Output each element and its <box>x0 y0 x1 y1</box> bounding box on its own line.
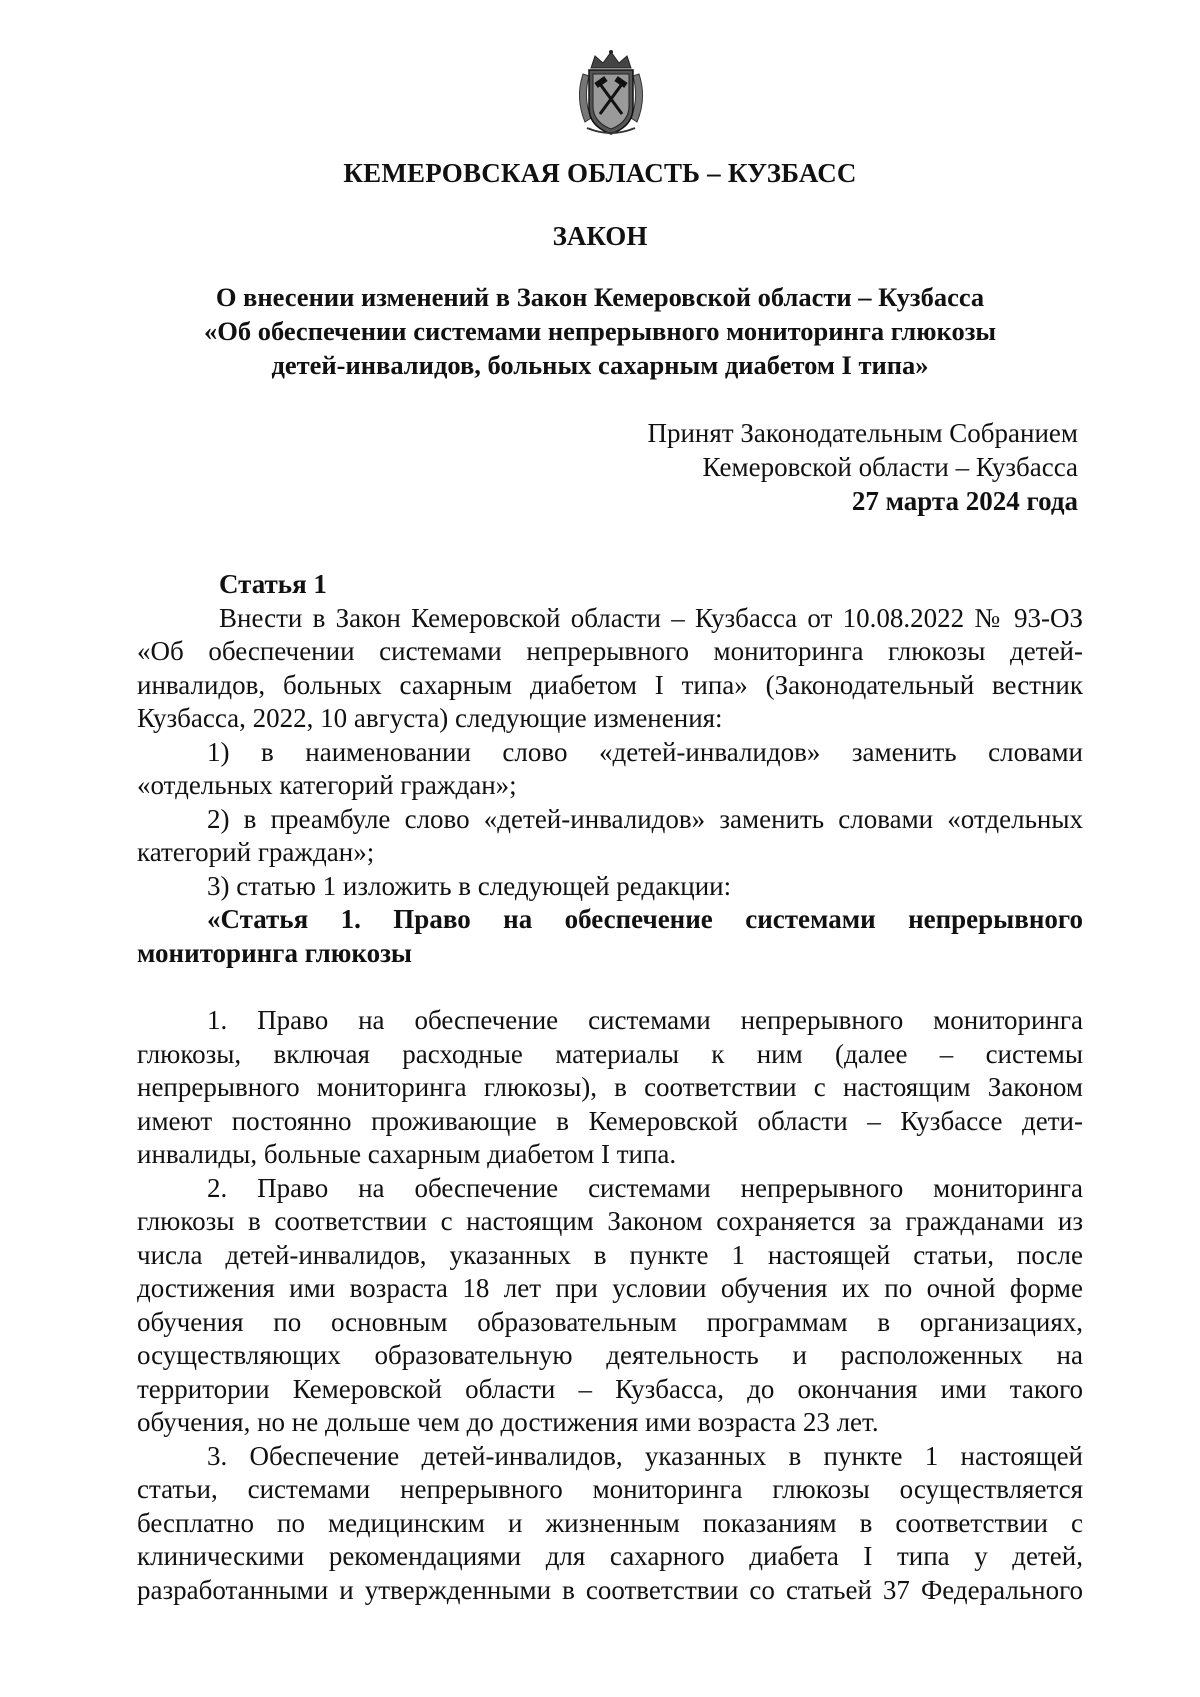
adopted-by-line: Принят Законодательным Собранием <box>647 418 1078 448</box>
paragraph-line: обучения, но не дольше чем до достижения ими возраста 23 лет. <box>137 1407 879 1437</box>
coat-of-arms-emblem <box>573 48 649 136</box>
paragraph-line: достижения ими возраста 18 лет при условии обучения их по очной форме <box>137 1273 1083 1303</box>
paragraph-line: обучения по основным образовательным программам в организациях, <box>137 1306 1083 1337</box>
paragraph-line: территории Кемеровской области – Кузбасса, до окончания ими такого <box>137 1373 1083 1404</box>
paragraph-line: числа детей-инвалидов, указанных в пункте 1 настоящей статьи, после <box>137 1239 1083 1270</box>
paragraph-line: инвалиды, больные сахарным диабетом I типа. <box>137 1139 677 1169</box>
text-line: Кузбасса, 2022, 10 августа) следующие изменения: <box>137 703 723 733</box>
list-item-line: «отдельных категорий граждан»; <box>137 770 517 800</box>
article-heading: Статья 1 <box>219 569 327 599</box>
new-article-heading: «Статья 1. Право на обеспечение системами непрерывного <box>207 904 1083 934</box>
paragraph-line: непрерывного мониторинга глюкозы), в соответствии с настоящим Законом <box>137 1072 1083 1102</box>
text-line: «Об обеспечении системами непрерывного мониторинга глюкозы детей- <box>137 636 1083 666</box>
coat-of-arms-icon <box>573 48 649 136</box>
paragraph-line: 3. Обеспечение детей-инвалидов, указанных в пункте 1 настоящей <box>207 1440 1083 1471</box>
list-item-line: 2) в преамбуле слово «детей-инвалидов» заменить словами «отдельных <box>207 803 1083 834</box>
paragraph-line: глюкозы в соответствии с настоящим Законом сохраняется за гражданами из <box>137 1206 1083 1236</box>
paragraph-line: 1. Право на обеспечение системами непрерывного мониторинга <box>207 1005 1083 1035</box>
region-heading: КЕМЕРОВСКАЯ ОБЛАСТЬ – КУЗБАСС <box>343 158 857 188</box>
paragraph-line: бесплатно по медицинским и жизненным показаниям в соответствии с <box>137 1507 1083 1538</box>
paragraph-line: имеют постоянно проживающие в Кемеровской области – Кузбассе дети- <box>137 1105 1083 1136</box>
title-line: О внесении изменений в Закон Кемеровской области – Кузбасса <box>215 282 985 312</box>
new-article-heading: мониторинга глюкозы <box>137 937 412 968</box>
paragraph-line: клиническими рекомендациями для сахарного диабета I типа у детей, <box>137 1541 1083 1571</box>
paragraph-line: разработанными и утвержденными в соответствии со статьей 37 Федерального <box>137 1574 1083 1605</box>
article-body <box>137 568 1083 1607</box>
list-item-line: 1) в наименовании слово «детей-инвалидов» заменить словами <box>207 736 1083 767</box>
adoption-block <box>647 416 1078 518</box>
paragraph-line: 2. Право на обеспечение системами непрерывного мониторинга <box>207 1172 1083 1203</box>
title-line: «Об обеспечении системами непрерывного мониторинга глюкозы <box>203 316 997 346</box>
list-item-line: 3) статью 1 изложить в следующей редакции: <box>207 870 732 901</box>
document-type: ЗАКОН <box>552 221 648 251</box>
law-title <box>140 280 1060 382</box>
paragraph-line: глюкозы, включая расходные материалы к ним (далее – системы <box>137 1038 1083 1069</box>
text-line: Внести в Закон Кемеровской области – Кузбасса от 10.08.2022 № 93-ОЗ <box>219 602 1083 633</box>
adoption-date: 27 марта 2024 года <box>851 486 1078 516</box>
list-item-line: категорий граждан»; <box>137 837 375 867</box>
spacer <box>137 970 1083 1004</box>
title-line: детей-инвалидов, больных сахарным диабетом I типа» <box>271 350 929 380</box>
adopted-body-line: Кемеровской области – Кузбасса <box>702 452 1078 482</box>
text-line: инвалидов, больных сахарным диабетом I типа» (Законодательный вестник <box>137 669 1083 700</box>
paragraph-line: статьи, системами непрерывного мониторинга глюкозы осуществляется <box>137 1474 1083 1504</box>
paragraph-line: осуществляющих образовательную деятельность и расположенных на <box>137 1340 1083 1370</box>
